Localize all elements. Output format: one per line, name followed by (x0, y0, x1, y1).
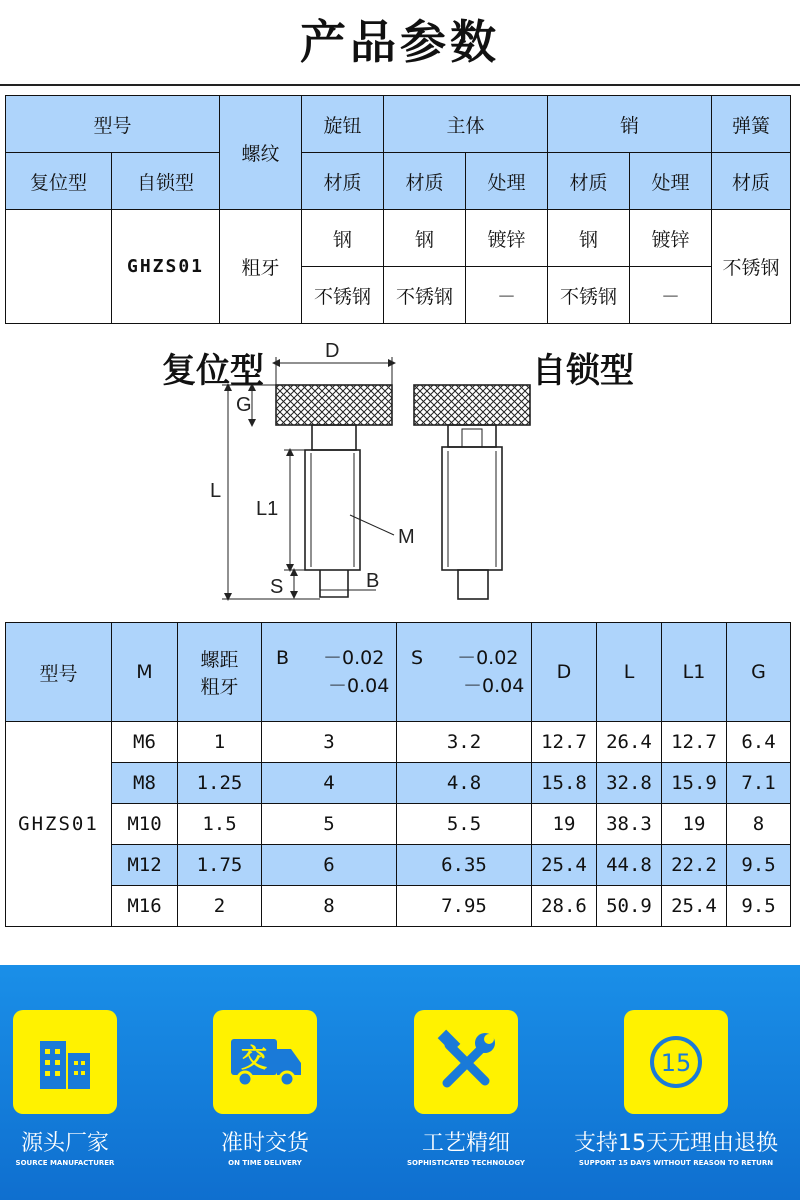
pin-material-2: 不锈钢 (548, 267, 630, 324)
pitch-header-line1: 螺距 (200, 649, 239, 671)
header-body-treatment: 处理 (466, 153, 548, 210)
table-cell: 3.2 (397, 722, 532, 763)
table-cell: 19 (532, 804, 597, 845)
truck-icon-text: 交 (240, 1044, 268, 1074)
dim-l1-label: L1 (256, 498, 279, 520)
table-cell: 26.4 (597, 722, 662, 763)
header-spring-material: 材质 (712, 153, 791, 210)
self-lock-type-label: 自锁型 (532, 351, 634, 391)
table-cell: 38.3 (597, 804, 662, 845)
table-cell: 1 (178, 722, 262, 763)
header-pin: 销 (548, 96, 712, 153)
dim-header-b (262, 623, 397, 722)
table-cell: 6.35 (397, 845, 532, 886)
b-header-name: B (276, 647, 290, 669)
feature-banner (0, 965, 800, 1200)
feature-on-time-delivery (165, 1010, 365, 1167)
table-cell: 9.5 (727, 845, 791, 886)
header-pin-treatment: 处理 (630, 153, 712, 210)
reset-model-cell (6, 210, 112, 324)
dim-header-model: 型号 (6, 623, 112, 722)
dim-header-pitch (178, 623, 262, 722)
table-cell: 12.7 (662, 722, 727, 763)
b-tolerance-upper: －0.02 (323, 647, 385, 669)
feature-label: 支持15天无理由退换 (574, 1131, 778, 1156)
page-title: 产品参数 (300, 15, 500, 69)
return-icon-text: 15 (660, 1049, 692, 1077)
feature-sublabel: SOPHISTICATED TECHNOLOGY (406, 1159, 525, 1167)
table-cell: 19 (662, 804, 727, 845)
feature-sublabel: SUPPORT 15 DAYS WITHOUT REASON TO RETURN (578, 1159, 774, 1167)
table-cell: 50.9 (597, 886, 662, 927)
knob-material-2: 不锈钢 (302, 267, 384, 324)
reset-type-label: 复位型 (162, 351, 264, 391)
header-knob-material: 材质 (302, 153, 384, 210)
feature-label: 准时交货 (220, 1131, 309, 1156)
body-treatment-2: － (466, 267, 548, 324)
header-pin-material: 材质 (548, 153, 630, 210)
feature-label: 源头厂家 (20, 1131, 109, 1156)
self-lock-knob (414, 385, 530, 425)
factory-icon (13, 1010, 117, 1114)
header-model: 型号 (6, 96, 220, 153)
table-cell: 8 (262, 886, 397, 927)
pitch-header-line2: 粗牙 (200, 676, 239, 698)
table-cell: 1.75 (178, 845, 262, 886)
model-code: GHZS01 (112, 210, 220, 324)
dim-model-code: GHZS01 (6, 722, 112, 927)
pin-treatment-2: － (630, 267, 712, 324)
table-cell: 7.1 (727, 763, 791, 804)
table-cell: 5 (262, 804, 397, 845)
table-cell: 12.7 (532, 722, 597, 763)
plunger-diagram (0, 335, 800, 620)
dim-d-label: D (325, 340, 340, 362)
header-thread: 螺纹 (220, 96, 302, 210)
s-header-name: S (411, 647, 424, 669)
table-cell: 3 (262, 722, 397, 763)
table-cell: 25.4 (532, 845, 597, 886)
header-body: 主体 (384, 96, 548, 153)
s-tolerance-upper: －0.02 (457, 647, 519, 669)
table-cell: M10 (112, 804, 178, 845)
table-cell: 4 (262, 763, 397, 804)
title-divider (0, 84, 800, 86)
header-spring: 弹簧 (712, 96, 791, 153)
table-cell: 6 (262, 845, 397, 886)
tools-icon (414, 1010, 518, 1114)
header-knob: 旋钮 (302, 96, 384, 153)
table-cell: 28.6 (532, 886, 597, 927)
table-cell: 22.2 (662, 845, 727, 886)
table-cell: M6 (112, 722, 178, 763)
dim-s-label: S (270, 576, 284, 598)
thread-value: 粗牙 (220, 210, 302, 324)
header-self-lock-type: 自锁型 (112, 153, 220, 210)
technical-drawing (0, 335, 800, 620)
table-cell: 9.5 (727, 886, 791, 927)
delivery-truck-icon (213, 1010, 317, 1114)
table-cell: 7.95 (397, 886, 532, 927)
dim-g-label: G (236, 394, 252, 416)
pin-treatment-1: 镀锌 (630, 210, 712, 267)
material-spec-table (5, 95, 791, 324)
b-tolerance-lower: －0.04 (328, 675, 390, 697)
body-material-2: 不锈钢 (384, 267, 466, 324)
dim-header-g: G (727, 623, 791, 722)
pin-material-1: 钢 (548, 210, 630, 267)
dim-header-l1: L1 (662, 623, 727, 722)
table-cell: 1.5 (178, 804, 262, 845)
s-tolerance-lower: －0.04 (463, 675, 525, 697)
dimension-table (5, 622, 791, 927)
body-material-1: 钢 (384, 210, 466, 267)
table-cell: 44.8 (597, 845, 662, 886)
table-cell: 15.8 (532, 763, 597, 804)
table-cell: 8 (727, 804, 791, 845)
table-cell: 4.8 (397, 763, 532, 804)
table-cell: 6.4 (727, 722, 791, 763)
header-body-material: 材质 (384, 153, 466, 210)
feature-15-day-return (576, 1010, 776, 1167)
feature-label: 工艺精细 (421, 1131, 510, 1156)
feature-source-manufacturer (0, 1010, 165, 1167)
table-cell: 32.8 (597, 763, 662, 804)
feature-sublabel: SOURCE MANUFACTURER (15, 1159, 115, 1167)
table-cell: 2 (178, 886, 262, 927)
dim-header-s (397, 623, 532, 722)
table-cell: 1.25 (178, 763, 262, 804)
table-cell: M12 (112, 845, 178, 886)
table-cell: M16 (112, 886, 178, 927)
knob-material-1: 钢 (302, 210, 384, 267)
dim-header-l: L (597, 623, 662, 722)
dim-header-m: M (112, 623, 178, 722)
reset-knob (276, 385, 392, 425)
dim-header-d: D (532, 623, 597, 722)
table-cell: 15.9 (662, 763, 727, 804)
table-cell: 5.5 (397, 804, 532, 845)
feature-sublabel: ON TIME DELIVERY (228, 1159, 302, 1167)
dim-b-label: B (366, 570, 380, 592)
spring-material: 不锈钢 (712, 210, 791, 324)
header-reset-type: 复位型 (6, 153, 112, 210)
table-cell: 25.4 (662, 886, 727, 927)
table-cell: M8 (112, 763, 178, 804)
return-15-icon (624, 1010, 728, 1114)
dim-l-label: L (210, 480, 222, 502)
dim-m-label: M (398, 526, 415, 548)
body-treatment-1: 镀锌 (466, 210, 548, 267)
